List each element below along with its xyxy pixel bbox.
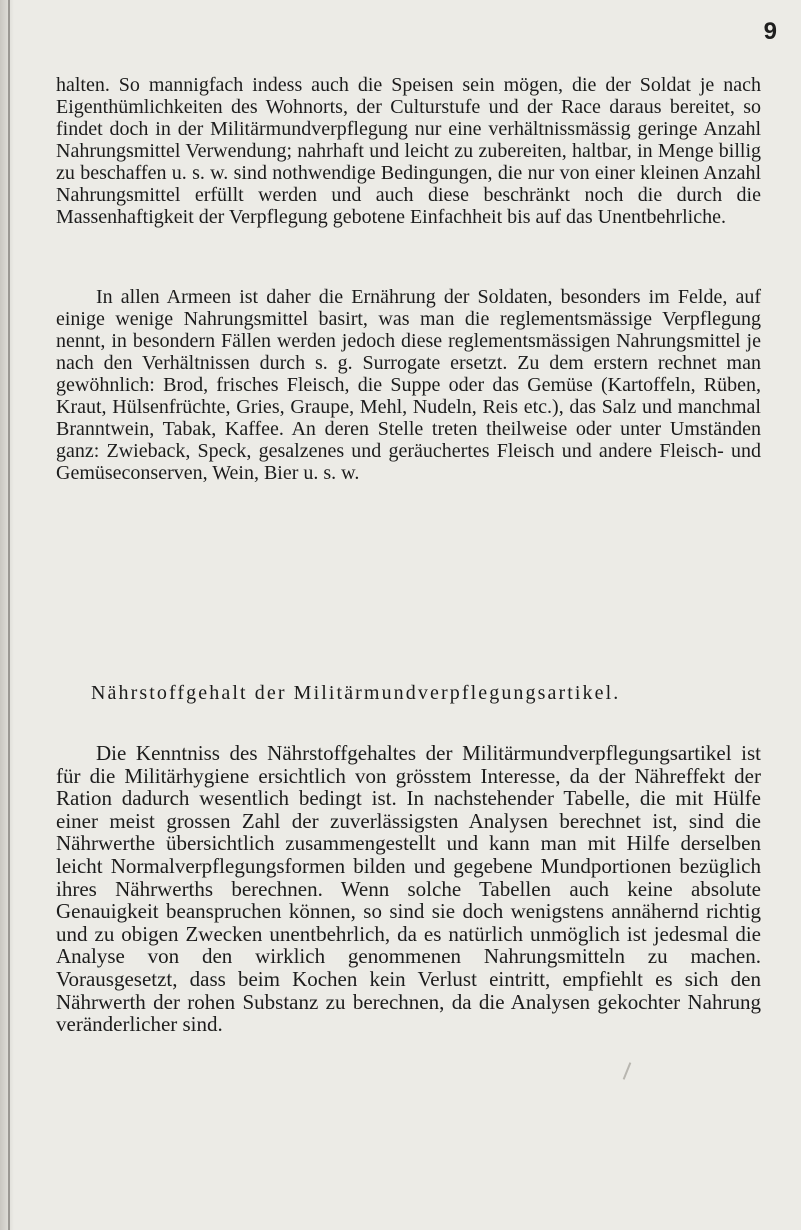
page-number: 9 [763,18,777,45]
paragraph-kenntniss: Die Kenntniss des Nährstoffgehaltes der Militärmundverpflegungsartikel ist für die Militärhygiene ersichtlich von grösstem Interesse, da der Nähreffekt der Ration dadurch wesentlich bedingt ist. In nachstehender Tabelle, die mit Hülfe einer meist grossen Zahl der zuverlässigsten Analysen berechnet ist, sind die Nährwerthe übersichtlich zusammengestellt und kann man mit Hilfe derselben leicht Normalverpflegungsformen bilden und gegebene Mundportionen bezüglich ihres Nährwerths berechnen. Wenn solche Tabellen auch keine absolute Genauigkeit beanspruchen können, so sind sie doch wenigstens annähernd richtig und zu obigen Zwecken unentbehrlich, da es natürlich unmöglich ist jedesmal die Analyse von den wirklich genommenen Nahrungsmitteln zu machen. Vorausgesetzt, dass beim Kochen kein Verlust eintritt, empfiehlt es sich den Nährwerth der rohen Substanz zu berechnen, da die Analysen gekochter Nahrung veränderlicher sind. [56,741,761,1037]
paragraph-armeen: In allen Armeen ist daher die Ernährung der Soldaten, besonders im Felde, auf einige wenige Nahrungsmittel basirt, was man die reglementsmässige Verpflegung nennt, in besondern Fällen werden jedoch diese reglementsmässigen Nahrungsmittel je nach den Verhältnissen durch s. g. Surrogate ersetzt. Zu dem erstern rechnet man gewöhnlich: Brod, frisches Fleisch, die Suppe oder das Gemüse (Kartoffeln, Rüben, Kraut, Hülsenfrüchte, Gries, Graupe, Mehl, Nudeln, Reis etc.), das Salz und manchmal Branntwein, Tabak, Kaffee. An deren Stelle treten theilweise oder unter Umständen ganz: Zwieback, Speck, gesalzenes und geräuchertes Fleisch und andere Fleisch- und Gemüseconserven, Wein, Bier u. s. w. [56,286,761,484]
paragraph-continuation: halten. So mannigfach indess auch die Speisen sein mögen, die der Soldat je nach Eigenthümlichkeiten des Wohnorts, der Culturstufe und der Race daraus bereitet, so findet doch in der Militärmundverpflegung nur eine verhältnissmässig geringe Anzahl Nahrungsmittel Verwendung; nahrhaft und leicht zu zubereiten, haltbar, in Menge billig zu beschaffen u. s. w. sind nothwendige Bedingungen, die nur von einer kleinen Anzahl Nahrungsmittel erfüllt werden und auch diese beschränkt noch die durch die Massenhaftigkeit der Verpflegung gebotene Einfachheit bis auf das Unentbehrliche. [56,74,761,228]
section-heading: Nährstoffgehalt der Militärmundverpflegungsartikel. [91,682,621,704]
binding-gutter-line [8,0,10,1230]
binding-gutter-shadow [0,0,14,1230]
pencil-tick-mark [623,1062,632,1079]
